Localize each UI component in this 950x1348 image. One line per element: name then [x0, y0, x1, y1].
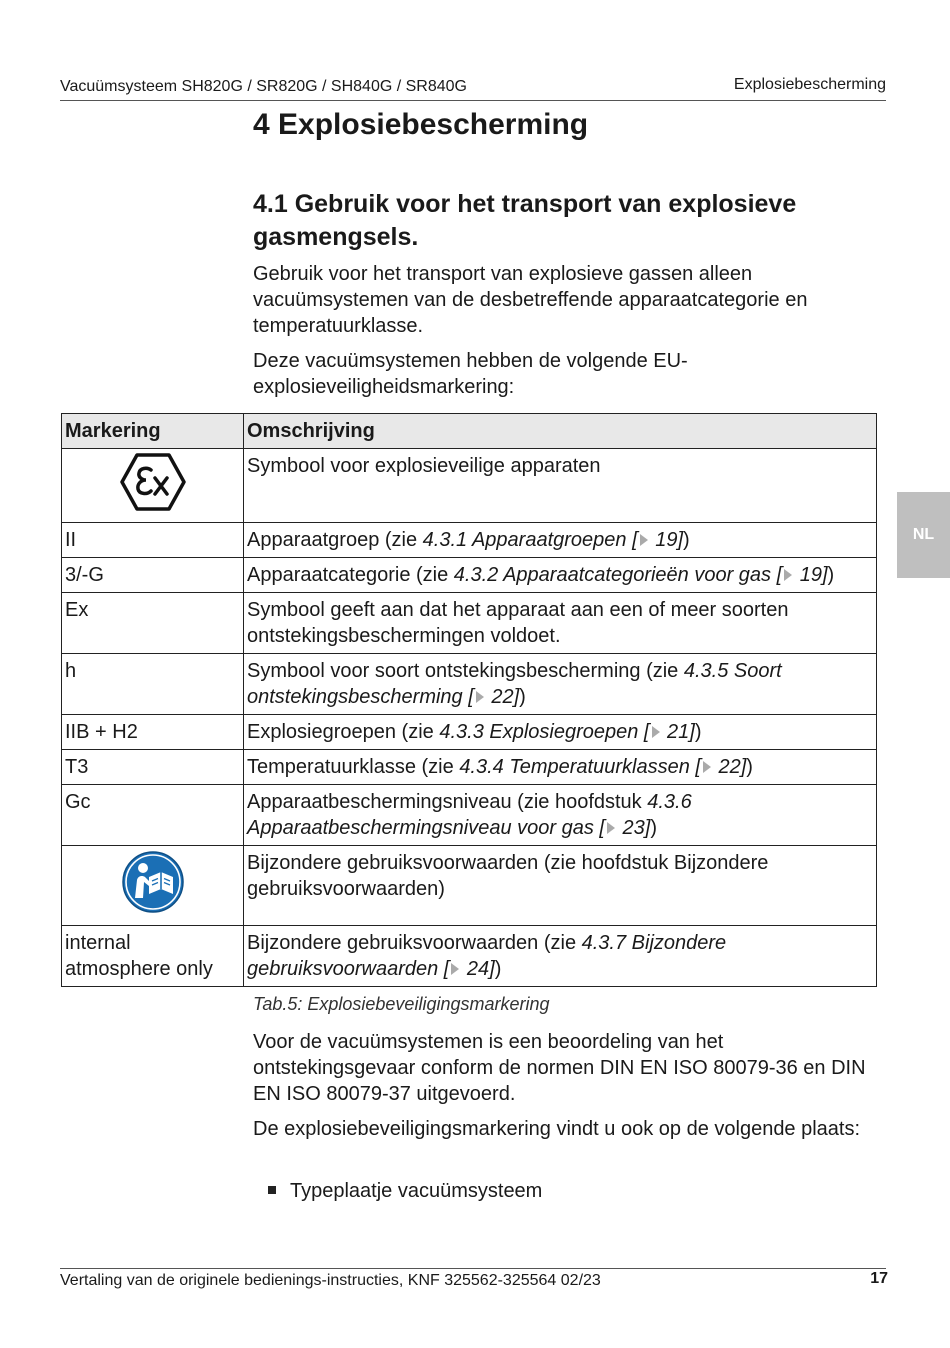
- section-reference-link[interactable]: 4.3.4 Temperatuurklassen [ 22]: [459, 756, 747, 778]
- section-reference-link[interactable]: 4.3.1 Apparaatgroepen [ 19]: [422, 529, 684, 551]
- description-cell: Symbool geeft aan dat het apparaat aan een of meer soorten ontstekingsbeschermingen voldoet.: [244, 593, 877, 654]
- table-header-row: [62, 414, 877, 449]
- page-reference-arrow-icon: [476, 691, 484, 703]
- marking-table: [61, 413, 877, 987]
- description-cell: Bijzondere gebruiksvoorwaarden (zie 4.3.7 Bijzondere gebruiksvoorwaarden [ 24]): [244, 926, 877, 987]
- description-cell: Symbool voor soort ontstekingsbescherming (zie 4.3.5 Soort ontstekingsbescherming [ 22]): [244, 654, 877, 715]
- description-cell: Apparaatbeschermingsniveau (zie hoofdstuk 4.3.6 Apparaatbeschermingsniveau voor gas [ 23]): [244, 785, 877, 846]
- marking-cell: internal atmosphere only: [62, 926, 244, 987]
- footer-rule: [60, 1268, 886, 1269]
- page-reference-arrow-icon: [703, 761, 711, 773]
- marking-cell: 3/-G: [62, 558, 244, 593]
- read-manual-icon: [121, 850, 185, 914]
- marking-cell: Gc: [62, 785, 244, 846]
- table-row: [62, 654, 877, 715]
- paragraph-location: De explosiebeveiligingsmarkering vindt u ook op de volgende plaats:: [253, 1118, 861, 1140]
- section-reference-link[interactable]: 4.3.2 Apparaatcategorieën voor gas [ 19]: [453, 564, 828, 586]
- page-reference-arrow-icon: [451, 963, 459, 975]
- list-item: [268, 1180, 542, 1203]
- manual-symbol-cell: [62, 846, 244, 926]
- paragraph-marking-intro: Deze vacuümsystemen hebben de volgende EU-explosieveiligheidsmarkering:: [253, 350, 688, 398]
- header-section-name: Explosiebescherming: [733, 76, 886, 93]
- ex-symbol-description: Symbool voor explosieveilige apparaten: [244, 449, 877, 523]
- section-reference-link[interactable]: 4.3.5 Soort ontstekingsbescherming [ 22]: [247, 660, 782, 708]
- section-title: 4.1 Gebruik voor het transport van explosieve gasmengsels.: [253, 190, 797, 251]
- marking-cell: IIB + H2: [62, 715, 244, 750]
- table-row: [62, 750, 877, 785]
- marking-cell: Ex: [62, 593, 244, 654]
- ex-symbol-cell: [62, 449, 244, 523]
- list-item-text: Typeplaatje vacuümsysteem: [290, 1180, 543, 1202]
- paragraph-usage: Gebruik voor het transport van explosieve gassen alleen vacuümsystemen van de desbetreffende apparaatcategorie en temperatuurklasse.: [253, 263, 808, 337]
- description-cell: Apparaatcategorie (zie 4.3.2 Apparaatcategorieën voor gas [ 19]): [244, 558, 877, 593]
- header-rule: [60, 100, 886, 101]
- table-row: [62, 715, 877, 750]
- page-reference-arrow-icon: [652, 726, 660, 738]
- table-row: [62, 846, 877, 926]
- manual-symbol-description: Bijzondere gebruiksvoorwaarden (zie hoofdstuk Bijzondere gebruiksvoorwaarden): [244, 846, 877, 926]
- table-row: [62, 449, 877, 523]
- description-cell: Temperatuurklasse (zie 4.3.4 Temperatuurklassen [ 22]): [244, 750, 877, 785]
- table-row: [62, 558, 877, 593]
- table-row: [62, 926, 877, 987]
- paragraph-assessment: Voor de vacuümsystemen is een beoordeling van het ontstekingsgevaar conform de normen DIN EN ISO 80079-36 en DIN EN ISO 80079-37 uitgevoerd.: [253, 1031, 866, 1105]
- table-row: [62, 523, 877, 558]
- page-reference-arrow-icon: [640, 534, 648, 546]
- ex-hexagon-icon: [120, 453, 186, 511]
- page-reference-arrow-icon: [784, 569, 792, 581]
- description-cell: Explosiegroepen (zie 4.3.3 Explosiegroepen [ 21]): [244, 715, 877, 750]
- table-row: [62, 593, 877, 654]
- page-reference-arrow-icon: [607, 822, 615, 834]
- chapter-title: 4 Explosiebescherming: [253, 108, 589, 141]
- bullet-square-icon: [268, 1186, 276, 1194]
- header-document-title: Vacuümsysteem SH820G / SR820G / SH840G / SR840G: [60, 78, 467, 95]
- page-number: 17: [870, 1270, 888, 1287]
- description-cell: Apparaatgroep (zie 4.3.1 Apparaatgroepen [ 19]): [244, 523, 877, 558]
- column-header-description: Omschrijving: [244, 414, 877, 449]
- footer-document-reference: Vertaling van de originele bedienings-instructies, KNF 325562-325564 02/23: [60, 1272, 601, 1289]
- language-tab[interactable]: NL: [897, 492, 950, 578]
- table-row: [62, 785, 877, 846]
- section-reference-link[interactable]: 4.3.7 Bijzondere gebruiksvoorwaarden [ 24]: [247, 932, 727, 980]
- marking-cell: II: [62, 523, 244, 558]
- column-header-marking: Markering: [62, 414, 244, 449]
- table-caption: Tab.5: Explosiebeveiligingsmarkering: [253, 994, 550, 1014]
- section-reference-link[interactable]: 4.3.6 Apparaatbeschermingsniveau voor gas [ 23]: [247, 791, 692, 839]
- marking-cell: T3: [62, 750, 244, 785]
- section-reference-link[interactable]: 4.3.3 Explosiegroepen [ 21]: [439, 721, 695, 743]
- marking-cell: h: [62, 654, 244, 715]
